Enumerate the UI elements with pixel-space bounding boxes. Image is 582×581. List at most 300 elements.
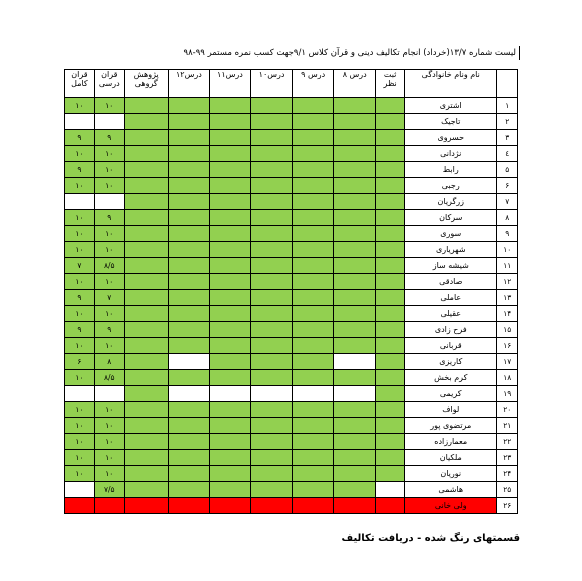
- cell-sabt-nazar: [376, 258, 405, 274]
- row-number: ۲۴: [497, 466, 518, 482]
- cell-lesson-8: [334, 226, 376, 242]
- cell-lesson-11: [209, 450, 250, 466]
- cell-sabt-nazar: [376, 482, 405, 498]
- cell-sabt-nazar: [376, 210, 405, 226]
- cell-quran-kamel: [65, 482, 95, 498]
- row-number: ۹: [497, 226, 518, 242]
- cell-quran-dars: ۸: [94, 354, 124, 370]
- cell-lesson-11: [209, 354, 250, 370]
- cell-lesson-10: [250, 130, 292, 146]
- row-number: ۱: [497, 98, 518, 114]
- header-quran-dars: قران درسی: [94, 70, 124, 98]
- cell-lesson-11: [209, 130, 250, 146]
- cell-group-research: [124, 114, 168, 130]
- cell-lesson-12: [168, 370, 209, 386]
- cell-quran-dars: ۱۰: [94, 450, 124, 466]
- header-lesson-9: درس ۹: [293, 70, 334, 98]
- cell-lesson-12: [168, 130, 209, 146]
- table-row: [65, 418, 518, 434]
- cell-lesson-9: [293, 98, 334, 114]
- row-number: ۳: [497, 130, 518, 146]
- student-name: نوریان: [405, 466, 497, 482]
- cell-lesson-9: [293, 290, 334, 306]
- cell-lesson-8: [334, 242, 376, 258]
- cell-lesson-9: [293, 354, 334, 370]
- cell-quran-dars: ۷/۵: [94, 482, 124, 498]
- cell-sabt-nazar: [376, 450, 405, 466]
- table-row: [65, 466, 518, 482]
- cell-sabt-nazar: [376, 274, 405, 290]
- cell-lesson-10: [250, 114, 292, 130]
- cell-lesson-8: [334, 290, 376, 306]
- row-number: ۸: [497, 210, 518, 226]
- table-row: [65, 258, 518, 274]
- cell-lesson-11: [209, 258, 250, 274]
- cell-lesson-10: [250, 178, 292, 194]
- cell-sabt-nazar: [376, 290, 405, 306]
- cell-lesson-9: [293, 178, 334, 194]
- cell-group-research: [124, 370, 168, 386]
- row-number: ۱۶: [497, 338, 518, 354]
- cell-lesson-9: [293, 226, 334, 242]
- cell-lesson-8: [334, 162, 376, 178]
- cell-group-research: [124, 482, 168, 498]
- cell-lesson-8: [334, 466, 376, 482]
- cell-group-research: [124, 306, 168, 322]
- cell-lesson-11: [209, 306, 250, 322]
- cell-quran-dars: ۱۰: [94, 274, 124, 290]
- student-name: عقیلی: [405, 306, 497, 322]
- cell-lesson-8: [334, 258, 376, 274]
- cell-lesson-11: [209, 434, 250, 450]
- cell-sabt-nazar: [376, 146, 405, 162]
- cell-quran-dars: ۹: [94, 322, 124, 338]
- cell-sabt-nazar: [376, 338, 405, 354]
- cell-lesson-12: [168, 258, 209, 274]
- cell-lesson-12: [168, 226, 209, 242]
- cell-lesson-10: [250, 434, 292, 450]
- cell-lesson-11: [209, 322, 250, 338]
- table-row: [65, 290, 518, 306]
- row-number: ۱۲: [497, 274, 518, 290]
- cell-quran-dars: ۱۰: [94, 466, 124, 482]
- cell-lesson-9: [293, 434, 334, 450]
- cell-lesson-8: [334, 210, 376, 226]
- cell-lesson-9: [293, 466, 334, 482]
- cell-quran-dars: ۱۰: [94, 434, 124, 450]
- cell-lesson-12: [168, 322, 209, 338]
- cell-quran-dars: ۸/۵: [94, 258, 124, 274]
- cell-quran-kamel: ۱۰: [65, 210, 95, 226]
- cell-lesson-11: [209, 274, 250, 290]
- row-number: ۱۵: [497, 322, 518, 338]
- cell-lesson-12: [168, 338, 209, 354]
- cell-lesson-8: [334, 338, 376, 354]
- row-number: ۵: [497, 162, 518, 178]
- cell-quran-kamel: ۱۰: [65, 338, 95, 354]
- cell-lesson-9: [293, 338, 334, 354]
- cell-group-research: [124, 466, 168, 482]
- cell-group-research: [124, 130, 168, 146]
- student-name: قربانی: [405, 338, 497, 354]
- student-name: فرح زادی: [405, 322, 497, 338]
- cell-sabt-nazar: [376, 114, 405, 130]
- student-name: شیشه ساز: [405, 258, 497, 274]
- header-sabt-nazar: ثبت نظر: [376, 70, 405, 98]
- legend-note: قسمتهای رنگ شده - دریافت تکالیف: [341, 533, 520, 544]
- row-number: ۲۰: [497, 402, 518, 418]
- student-name: اشتری: [405, 98, 497, 114]
- cell-lesson-10: [250, 306, 292, 322]
- cell-lesson-8: [334, 482, 376, 498]
- cell-lesson-12: [168, 146, 209, 162]
- cell-lesson-12: [168, 434, 209, 450]
- cell-lesson-9: [293, 162, 334, 178]
- cell-quran-kamel: ۱۰: [65, 418, 95, 434]
- student-name: ولی خانی: [405, 498, 497, 514]
- student-name: سرکان: [405, 210, 497, 226]
- cell-group-research: [124, 386, 168, 402]
- cell-group-research: [124, 194, 168, 210]
- cell-lesson-10: [250, 402, 292, 418]
- cell-lesson-10: [250, 258, 292, 274]
- header-lesson-11: درس۱۱: [209, 70, 250, 98]
- row-number: ۱۰: [497, 242, 518, 258]
- row-number: ۲۳: [497, 450, 518, 466]
- cell-quran-kamel: ۱۰: [65, 242, 95, 258]
- student-name: نژدانی: [405, 146, 497, 162]
- cell-quran-kamel: [65, 498, 95, 514]
- cell-lesson-10: [250, 242, 292, 258]
- student-name: لواف: [405, 402, 497, 418]
- student-name: رابط: [405, 162, 497, 178]
- cell-quran-kamel: ۱۰: [65, 450, 95, 466]
- row-number: ۱۸: [497, 370, 518, 386]
- cell-lesson-9: [293, 146, 334, 162]
- student-name: کرم بخش: [405, 370, 497, 386]
- cell-lesson-11: [209, 242, 250, 258]
- cell-lesson-8: [334, 354, 376, 370]
- cell-quran-dars: ۱۰: [94, 178, 124, 194]
- cell-lesson-11: [209, 482, 250, 498]
- cell-lesson-8: [334, 146, 376, 162]
- student-name: سوری: [405, 226, 497, 242]
- cell-lesson-12: [168, 498, 209, 514]
- cell-quran-dars: ۹: [94, 130, 124, 146]
- student-name: حسروی: [405, 130, 497, 146]
- table-row: [65, 354, 518, 370]
- cell-quran-dars: [94, 386, 124, 402]
- header-group-research: پژوهش گروهی: [124, 70, 168, 98]
- cell-quran-kamel: ۱۰: [65, 98, 95, 114]
- cell-quran-kamel: ۱۰: [65, 434, 95, 450]
- cell-sabt-nazar: [376, 434, 405, 450]
- cell-lesson-10: [250, 482, 292, 498]
- document-title: لیست شماره ۱۳/۷(خرداد) انجام تکالیف دینی و قرآن کلاس ۹/۱جهت کسب نمره مستمر ۹۹-۹۸: [62, 46, 520, 60]
- table-row: [65, 434, 518, 450]
- cell-quran-kamel: ۹: [65, 130, 95, 146]
- cell-quran-dars: ۱۰: [94, 418, 124, 434]
- cell-lesson-11: [209, 114, 250, 130]
- cell-quran-kamel: ۱۰: [65, 306, 95, 322]
- header-lesson-10: درس۱۰: [250, 70, 292, 98]
- cell-lesson-10: [250, 354, 292, 370]
- cell-lesson-10: [250, 210, 292, 226]
- cell-quran-dars: [94, 498, 124, 514]
- cell-sabt-nazar: [376, 418, 405, 434]
- cell-lesson-8: [334, 370, 376, 386]
- cell-lesson-8: [334, 178, 376, 194]
- cell-lesson-8: [334, 322, 376, 338]
- row-number: ٤: [497, 146, 518, 162]
- cell-lesson-11: [209, 98, 250, 114]
- cell-quran-kamel: ۱۰: [65, 466, 95, 482]
- cell-quran-kamel: ۶: [65, 354, 95, 370]
- cell-lesson-10: [250, 322, 292, 338]
- cell-sabt-nazar: [376, 130, 405, 146]
- table-row: [65, 226, 518, 242]
- cell-quran-kamel: ۱۰: [65, 274, 95, 290]
- cell-sabt-nazar: [376, 402, 405, 418]
- cell-quran-kamel: ۱۰: [65, 226, 95, 242]
- cell-lesson-10: [250, 386, 292, 402]
- table-row: [65, 370, 518, 386]
- cell-lesson-11: [209, 210, 250, 226]
- table-row: [65, 306, 518, 322]
- row-number: ۲۵: [497, 482, 518, 498]
- cell-lesson-12: [168, 386, 209, 402]
- cell-lesson-12: [168, 306, 209, 322]
- student-name: عاملی: [405, 290, 497, 306]
- table-row: [65, 194, 518, 210]
- cell-lesson-10: [250, 146, 292, 162]
- cell-quran-kamel: ۹: [65, 290, 95, 306]
- cell-lesson-9: [293, 322, 334, 338]
- cell-lesson-9: [293, 210, 334, 226]
- table-row: [65, 274, 518, 290]
- cell-sabt-nazar: [376, 306, 405, 322]
- cell-quran-dars: ۱۰: [94, 338, 124, 354]
- cell-group-research: [124, 258, 168, 274]
- cell-quran-dars: ۱۰: [94, 226, 124, 242]
- row-number: ۱۳: [497, 290, 518, 306]
- cell-group-research: [124, 354, 168, 370]
- table-row: [65, 114, 518, 130]
- table-row: [65, 162, 518, 178]
- header-quran-kamel: قران کامل: [65, 70, 95, 98]
- student-name: شهریاری: [405, 242, 497, 258]
- cell-lesson-12: [168, 418, 209, 434]
- student-name: کاریزی: [405, 354, 497, 370]
- table-row: [65, 98, 518, 114]
- cell-quran-dars: ۱۰: [94, 98, 124, 114]
- table-row: [65, 402, 518, 418]
- cell-lesson-8: [334, 434, 376, 450]
- cell-quran-dars: ۹: [94, 210, 124, 226]
- student-name: رجبی: [405, 178, 497, 194]
- cell-sabt-nazar: [376, 162, 405, 178]
- cell-group-research: [124, 242, 168, 258]
- cell-lesson-12: [168, 482, 209, 498]
- cell-lesson-10: [250, 370, 292, 386]
- cell-lesson-11: [209, 194, 250, 210]
- table-row: [65, 322, 518, 338]
- cell-lesson-12: [168, 354, 209, 370]
- cell-sabt-nazar: [376, 322, 405, 338]
- table-row: [65, 178, 518, 194]
- cell-lesson-9: [293, 242, 334, 258]
- cell-lesson-10: [250, 418, 292, 434]
- cell-lesson-12: [168, 450, 209, 466]
- cell-lesson-8: [334, 194, 376, 210]
- cell-group-research: [124, 98, 168, 114]
- cell-lesson-12: [168, 210, 209, 226]
- student-name: مرتضوی پور: [405, 418, 497, 434]
- cell-sabt-nazar: [376, 498, 405, 514]
- cell-lesson-12: [168, 178, 209, 194]
- cell-lesson-8: [334, 386, 376, 402]
- cell-sabt-nazar: [376, 386, 405, 402]
- cell-lesson-12: [168, 98, 209, 114]
- assignments-table: [64, 69, 518, 514]
- cell-group-research: [124, 226, 168, 242]
- cell-sabt-nazar: [376, 370, 405, 386]
- cell-lesson-10: [250, 98, 292, 114]
- cell-sabt-nazar: [376, 354, 405, 370]
- cell-group-research: [124, 338, 168, 354]
- cell-lesson-9: [293, 114, 334, 130]
- cell-lesson-11: [209, 466, 250, 482]
- cell-lesson-8: [334, 450, 376, 466]
- cell-quran-kamel: [65, 386, 95, 402]
- cell-group-research: [124, 178, 168, 194]
- header-lesson-8: درس ۸: [334, 70, 376, 98]
- cell-quran-kamel: ۱۰: [65, 370, 95, 386]
- cell-quran-dars: ۱۰: [94, 162, 124, 178]
- cell-group-research: [124, 210, 168, 226]
- cell-quran-dars: ۱۰: [94, 306, 124, 322]
- cell-lesson-9: [293, 258, 334, 274]
- cell-lesson-12: [168, 290, 209, 306]
- cell-lesson-11: [209, 290, 250, 306]
- cell-lesson-10: [250, 498, 292, 514]
- cell-lesson-9: [293, 498, 334, 514]
- cell-group-research: [124, 162, 168, 178]
- cell-lesson-11: [209, 178, 250, 194]
- cell-lesson-12: [168, 242, 209, 258]
- cell-quran-kamel: ۹: [65, 162, 95, 178]
- header-lesson-12: درس۱۲: [168, 70, 209, 98]
- cell-quran-kamel: ۹: [65, 322, 95, 338]
- cell-lesson-9: [293, 130, 334, 146]
- row-number: ۱۴: [497, 306, 518, 322]
- student-name: ملکیان: [405, 450, 497, 466]
- cell-group-research: [124, 146, 168, 162]
- cell-group-research: [124, 434, 168, 450]
- cell-quran-kamel: [65, 114, 95, 130]
- row-number: ۱۷: [497, 354, 518, 370]
- cell-lesson-8: [334, 130, 376, 146]
- cell-lesson-12: [168, 402, 209, 418]
- cell-lesson-9: [293, 450, 334, 466]
- cell-lesson-9: [293, 482, 334, 498]
- cell-lesson-8: [334, 274, 376, 290]
- cell-lesson-9: [293, 386, 334, 402]
- cell-quran-dars: ۷: [94, 290, 124, 306]
- cell-lesson-11: [209, 386, 250, 402]
- table-row: [65, 482, 518, 498]
- student-name: صادقی: [405, 274, 497, 290]
- cell-sabt-nazar: [376, 178, 405, 194]
- header-name: نام ونام خانوادگی: [405, 70, 497, 98]
- cell-group-research: [124, 450, 168, 466]
- cell-lesson-12: [168, 194, 209, 210]
- cell-quran-dars: ۱۰: [94, 402, 124, 418]
- cell-sabt-nazar: [376, 226, 405, 242]
- cell-quran-kamel: ۱۰: [65, 402, 95, 418]
- cell-group-research: [124, 498, 168, 514]
- row-number: ۲۱: [497, 418, 518, 434]
- header-number: [497, 70, 518, 98]
- cell-lesson-8: [334, 402, 376, 418]
- row-number: ۲۲: [497, 434, 518, 450]
- cell-lesson-9: [293, 194, 334, 210]
- table-row: [65, 130, 518, 146]
- table-row: [65, 386, 518, 402]
- cell-lesson-10: [250, 226, 292, 242]
- cell-sabt-nazar: [376, 98, 405, 114]
- cell-lesson-11: [209, 418, 250, 434]
- table-row: [65, 242, 518, 258]
- cell-group-research: [124, 402, 168, 418]
- cell-lesson-10: [250, 194, 292, 210]
- cell-quran-kamel: ۱۰: [65, 178, 95, 194]
- cell-lesson-8: [334, 498, 376, 514]
- cell-group-research: [124, 274, 168, 290]
- cell-lesson-11: [209, 338, 250, 354]
- header-row: [65, 70, 518, 98]
- cell-lesson-8: [334, 306, 376, 322]
- table-row: [65, 146, 518, 162]
- cell-lesson-10: [250, 290, 292, 306]
- cell-lesson-10: [250, 338, 292, 354]
- cell-group-research: [124, 418, 168, 434]
- row-number: ۲: [497, 114, 518, 130]
- cell-lesson-9: [293, 274, 334, 290]
- cell-lesson-10: [250, 450, 292, 466]
- cell-lesson-9: [293, 418, 334, 434]
- cell-lesson-11: [209, 162, 250, 178]
- cell-lesson-8: [334, 418, 376, 434]
- row-number: ۱۱: [497, 258, 518, 274]
- cell-lesson-9: [293, 370, 334, 386]
- table-row: [65, 210, 518, 226]
- cell-quran-dars: [94, 114, 124, 130]
- row-number: ۶: [497, 178, 518, 194]
- cell-lesson-10: [250, 466, 292, 482]
- cell-lesson-11: [209, 402, 250, 418]
- row-number: ۱۹: [497, 386, 518, 402]
- cell-lesson-9: [293, 306, 334, 322]
- student-name: هاشمی: [405, 482, 497, 498]
- cell-sabt-nazar: [376, 194, 405, 210]
- cell-lesson-10: [250, 274, 292, 290]
- cell-lesson-12: [168, 466, 209, 482]
- cell-group-research: [124, 290, 168, 306]
- cell-quran-dars: ۱۰: [94, 242, 124, 258]
- cell-lesson-11: [209, 370, 250, 386]
- cell-lesson-8: [334, 114, 376, 130]
